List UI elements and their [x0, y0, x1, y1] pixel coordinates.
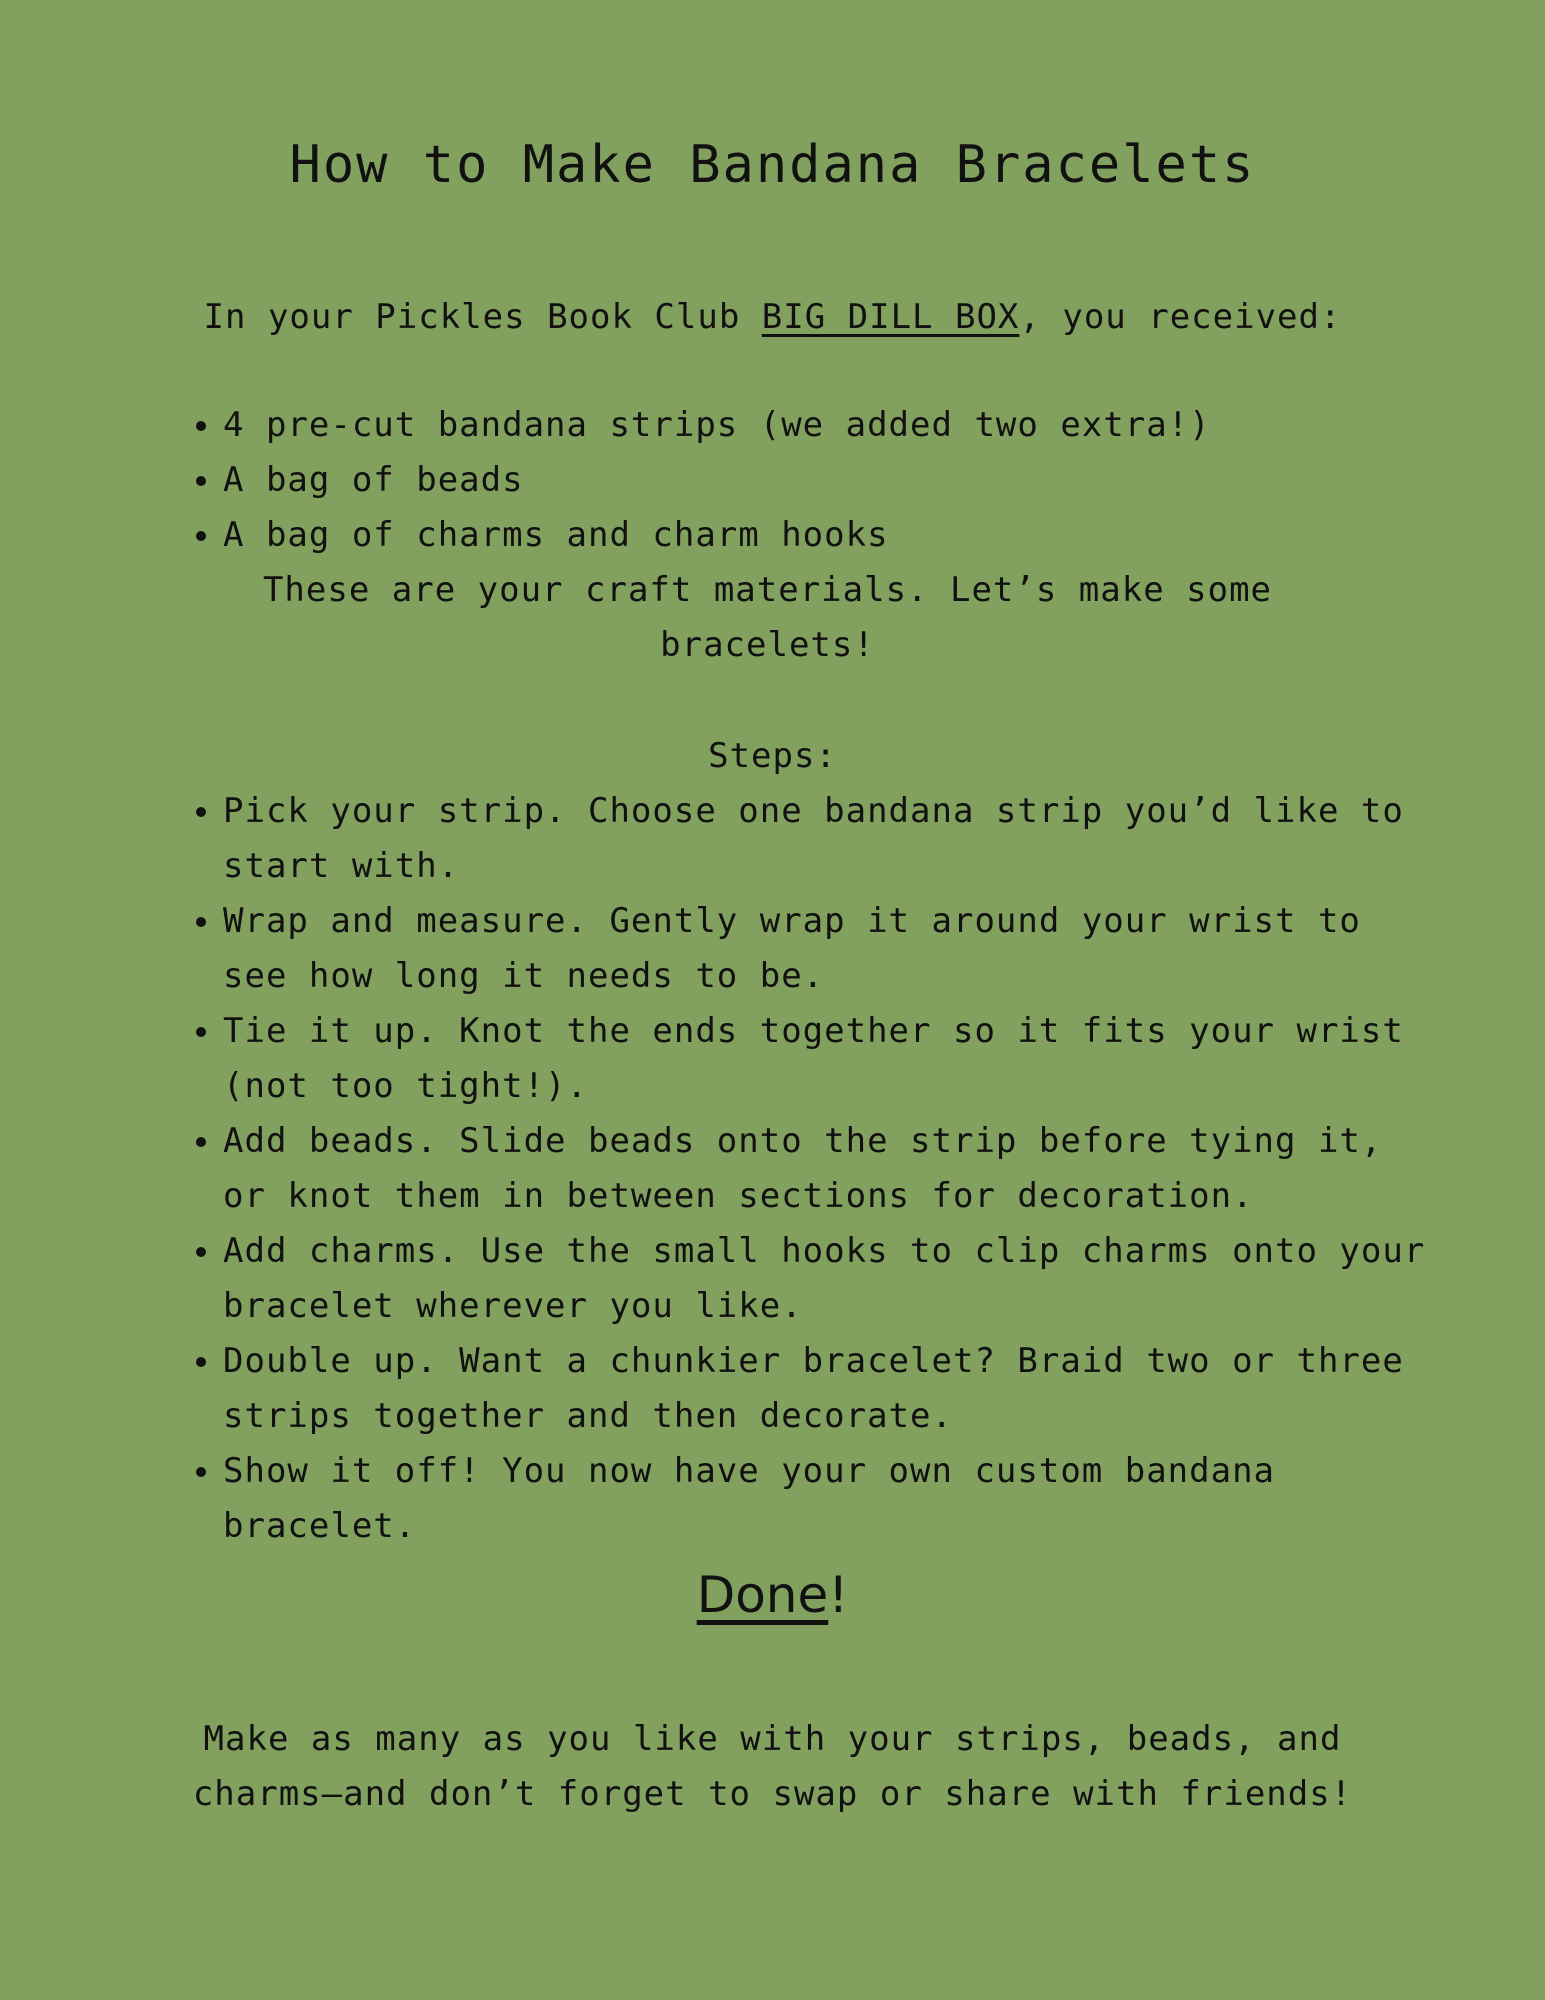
done-heading: [0, 1560, 1545, 1630]
materials-list: [183, 398, 1423, 563]
steps-list: [183, 784, 1433, 1554]
list-item: • A bag of charms and charm hooks: [223, 508, 1423, 563]
closing-paragraph: Make as many as you like with your strips, beads, and charms—and don’t forget to swap or share with friends!: [192, 1719, 1353, 1814]
step-item: • Tie it up. Knot the ends together so it fits your wrist (not too tight!).: [223, 1004, 1433, 1114]
list-item: • 4 pre-cut bandana strips (we added two extra!): [223, 398, 1423, 453]
done-punct: !: [828, 1566, 849, 1624]
list-item: • A bag of beads: [223, 453, 1423, 508]
intro-paragraph: [180, 290, 1365, 345]
big-dill-box-link[interactable]: BIG DILL BOX: [761, 297, 1020, 337]
steps-heading: Steps:: [708, 736, 837, 776]
step-item: • Pick your strip. Choose one bandana strip you’d like to start with.: [223, 784, 1433, 894]
done-word: Done: [696, 1566, 829, 1624]
intro-prefix: In your Pickles Book Club: [203, 297, 762, 337]
materials-note: These are your craft materials. Let’s make some bracelets!: [262, 570, 1273, 665]
step-item: • Wrap and measure. Gently wrap it around your wrist to see how long it needs to be.: [223, 894, 1433, 1004]
step-item: • Add beads. Slide beads onto the strip before tying it, or knot them in between sections for decoration.: [223, 1114, 1433, 1224]
step-item: • Show it off! You now have your own custom bandana bracelet.: [223, 1444, 1433, 1554]
step-item: • Add charms. Use the small hooks to clip charms onto your bracelet wherever you like.: [223, 1224, 1433, 1334]
page-title: How to Make Bandana Bracelets: [289, 135, 1256, 195]
step-item: • Double up. Want a chunkier bracelet? Braid two or three strips together and then decorate.: [223, 1334, 1433, 1444]
intro-suffix: , you received:: [1019, 297, 1342, 337]
